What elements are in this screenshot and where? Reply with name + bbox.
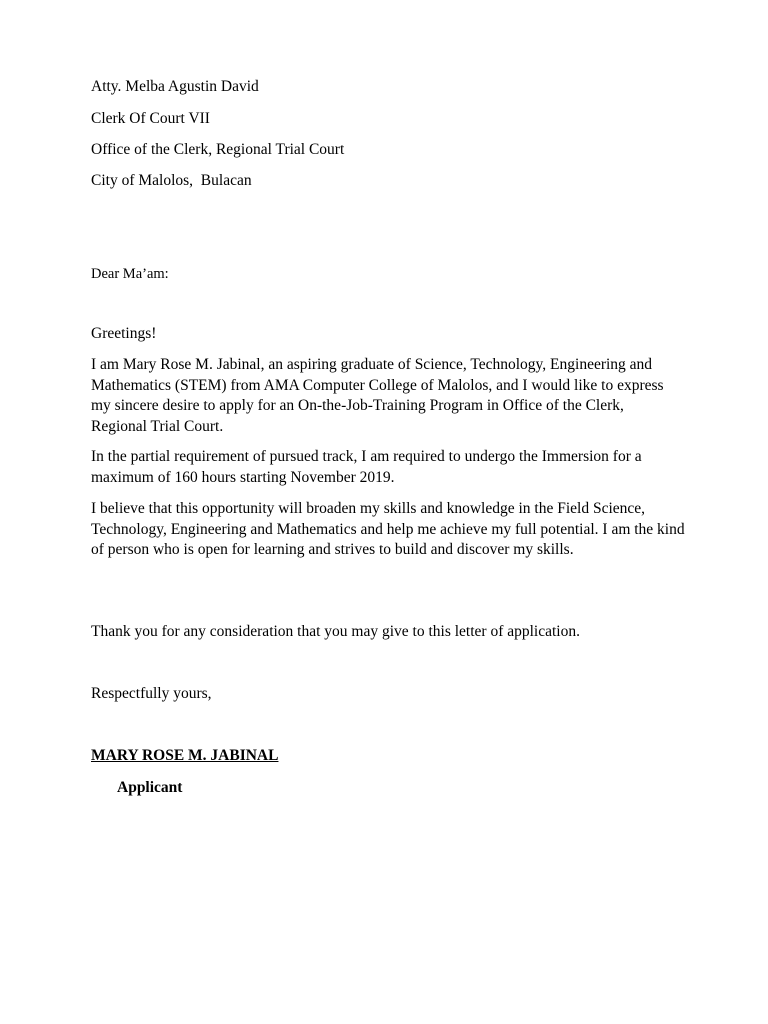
salutation: Dear Ma’am:: [91, 266, 169, 282]
body-paragraph-requirement: In the partial requirement of pursued track, I am required to undergo the Immersion for a maximum of 160 hours starting November 2019.: [91, 448, 642, 486]
recipient-location: City of Malolos, Bulacan: [91, 172, 252, 189]
greeting: Greetings!: [91, 325, 157, 342]
recipient-name: Atty. Melba Agustin David: [91, 78, 259, 95]
signature-title: Applicant: [117, 779, 183, 796]
body-paragraph-intro: I am Mary Rose M. Jabinal, an aspiring graduate of Science, Technology, Engineering and Mathematics (STEM) from AMA Computer College of Malolos, and I would like to express my sincere desire to apply for an On-the-Job-Training Program in Office of the Clerk, Regional Trial Court.: [91, 356, 664, 435]
recipient-position: Clerk Of Court VII: [91, 110, 210, 127]
recipient-office: Office of the Clerk, Regional Trial Court: [91, 141, 345, 158]
body-paragraph-opportunity: I believe that this opportunity will broaden my skills and knowledge in the Field Science, Technology, Engineering and Mathematics and help me achieve my full potential. I am the kind of person who is open for learning and strives to build and discover my skills.: [91, 500, 685, 558]
closing-line: Respectfully yours,: [91, 685, 212, 702]
signature-name: MARY ROSE M. JABINAL: [91, 747, 279, 764]
thanks-line: Thank you for any consideration that you may give to this letter of application.: [91, 623, 580, 640]
